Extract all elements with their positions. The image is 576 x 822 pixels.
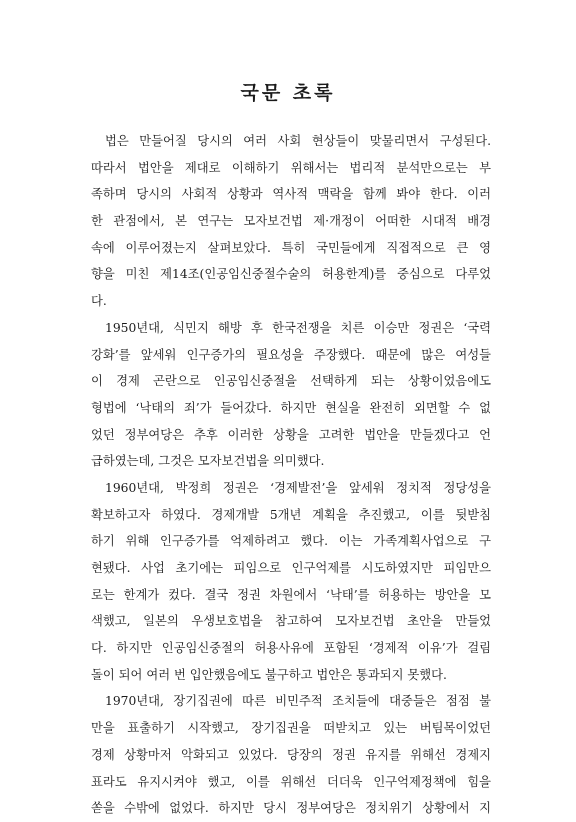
text-line: 다. 하지만 인공임신중절의 허용사유에 포함된 ‘경제적 이유’가 걸림 (91, 641, 491, 656)
text-line: 돌이 되어 여러 번 입안했음에도 불구하고 법안은 통과되지 못했다. (91, 667, 447, 682)
text-line: 색했고, 일본의 우생보호법을 참고하여 모자보건법 초안을 만들었 (91, 614, 491, 629)
text-line: 로는 한계가 컸다. 결국 정권 차원에서 ‘낙태’를 허용하는 방안을 모 (91, 587, 491, 602)
page-title: 국문 초록 (240, 82, 336, 104)
text-line: 었던 정부여당은 추후 이러한 상황을 고려한 법안을 만들겠다고 언 (91, 427, 491, 442)
text-line: 따라서 법안을 제대로 이해하기 위해서는 법리적 분석만으로는 부 (91, 160, 491, 175)
text-line: 1950년대, 식민지 해방 후 한국전쟁을 치른 이승만 정권은 ‘국력 (105, 320, 491, 335)
text-line: 쏟을 수밖에 없었다. 하지만 당시 정부여당은 정치위기 상황에서 지 (91, 801, 491, 816)
text-line: 한 관점에서, 본 연구는 모자보건법 제·개정이 어떠한 시대적 배경 (91, 214, 491, 229)
text-line: 급하였는데, 그것은 모자보건법을 의미했다. (91, 454, 325, 469)
paragraph (91, 128, 491, 315)
paragraph (91, 475, 491, 689)
text-line: 형법에 ‘낙태의 죄’가 들어갔다. 하지만 현실을 완전히 외면할 수 없 (91, 400, 491, 415)
text-line: 이 경제 곤란으로 인공임신중절을 선택하게 되는 상황이었음에도 (91, 374, 491, 389)
text-line: 현됐다. 사업 초기에는 피임으로 인구억제를 시도하였지만 피임만으 (91, 561, 491, 575)
text-line: 표라도 유지시켜야 했고, 이를 위해선 더더욱 인구억제정책에 힘을 (91, 774, 491, 789)
text-line: 향을 미친 제14조(인공임신중절수술의 허용한계)를 중심으로 다루었 (91, 267, 491, 282)
abstract-body (91, 128, 491, 822)
text-line: 경제 상황마저 악화되고 있었다. 당장의 정권 유지를 위해선 경제지 (91, 747, 491, 762)
text-line: 족하며 당시의 사회적 상황과 역사적 맥락을 함께 봐야 한다. 이러 (91, 187, 491, 202)
text-line: 하기 위해 인구증가를 억제하려고 했다. 이는 가족계획사업으로 구 (91, 534, 491, 549)
text-line: 강화’를 앞세워 인구증가의 필요성을 주장했다. 때문에 많은 여성들 (91, 347, 491, 362)
text-line: 확보하고자 하였다. 경제개발 5개년 계획을 추진했고, 이를 뒷받침 (91, 507, 491, 522)
text-line: 1970년대, 장기집권에 따른 비민주적 조치들에 대중들은 점점 불 (105, 694, 491, 709)
text-line: 다. (91, 294, 107, 309)
text-line: 만을 표출하기 시작했고, 장기집권을 떠받치고 있는 버팀목이었던 (91, 721, 491, 736)
text-line: 속에 이루어졌는지 살펴보았다. 특히 국민들에게 직접적으로 큰 영 (91, 240, 491, 255)
text-line: 법은 만들어질 당시의 여러 사회 현상들이 맞물리면서 구성된다. (105, 134, 491, 148)
paragraph (91, 315, 491, 475)
paragraph (91, 688, 491, 821)
text-line: 1960년대, 박정희 정권은 ‘경제발전’을 앞세워 정치적 정당성을 (105, 480, 491, 495)
